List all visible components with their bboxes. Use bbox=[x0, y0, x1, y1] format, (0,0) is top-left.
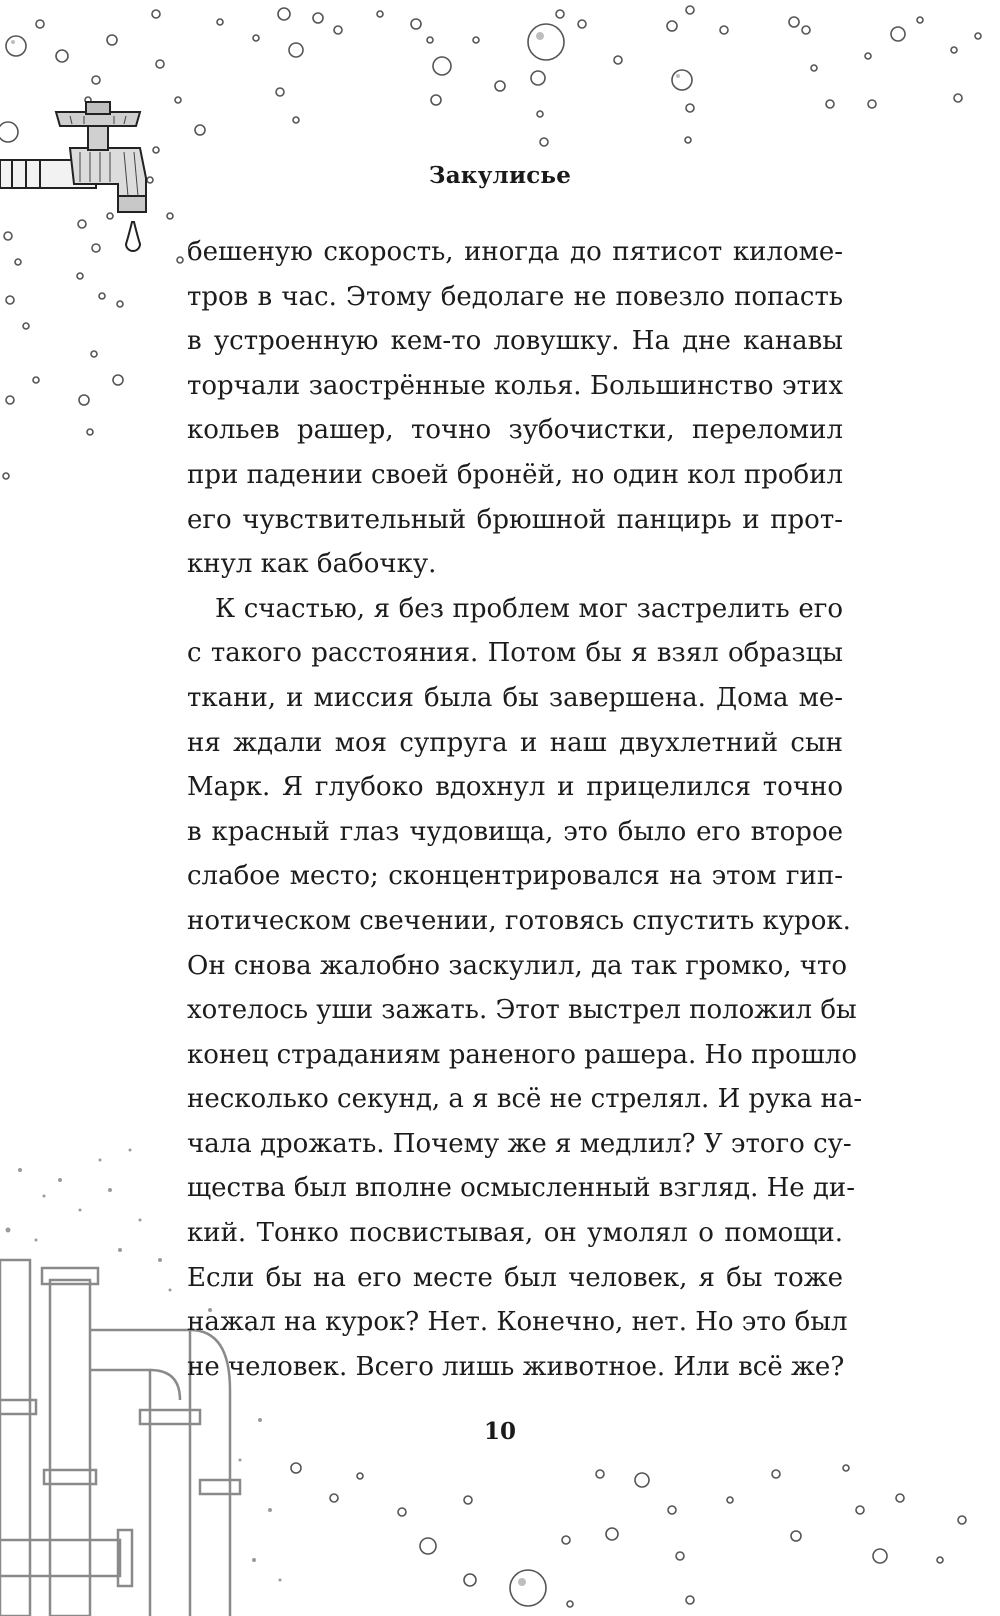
text-line: кнул как бабочку. bbox=[187, 549, 437, 580]
text-line: Если бы на его месте был человек, я бы тоже bbox=[187, 1262, 843, 1293]
text-line: торчали заострённые колья. Большинство этих bbox=[187, 370, 843, 401]
text-line: ткани, и миссия была бы завершена. Дома ме- bbox=[187, 682, 843, 713]
text-line: нажал на курок? Нет. Конечно, нет. Но это был bbox=[187, 1307, 848, 1338]
text-line: нотическом свечении, готовясь спустить курок. bbox=[187, 905, 851, 936]
text-line: при падении своей бронёй, но один кол пробил bbox=[187, 459, 844, 490]
text-line: К счастью, я без проблем мог застрелить его bbox=[215, 593, 843, 624]
text-line: Он снова жалобно заскулил, да так громко, что bbox=[187, 950, 848, 981]
text-line: кий. Тонко посвистывая, он умолял о помощи. bbox=[187, 1218, 843, 1249]
text-line: не человек. Всего лишь животное. Или всё же? bbox=[187, 1351, 845, 1382]
text-line: конец страданиям раненого рашера. Но прошло bbox=[187, 1039, 858, 1070]
text-line: несколько секунд, а я всё не стрелял. И рука на- bbox=[187, 1084, 863, 1115]
text-line: бешеную скорость, иногда до пятисот киломе- bbox=[187, 237, 843, 267]
text-line: с такого расстояния. Потом бы я взял образцы bbox=[187, 638, 843, 669]
text-line: тров в час. Этому бедолаге не повезло попасть bbox=[187, 281, 843, 312]
text-line: в красный глаз чудовища, это было его второе bbox=[187, 816, 843, 847]
text-line: слабое место; сконцентрировался на этом гип- bbox=[187, 861, 843, 892]
body-text bbox=[187, 230, 863, 1389]
text-line: ня ждали моя супруга и наш двухлетний сын bbox=[187, 727, 843, 758]
text-line: хотелось уши зажать. Этот выстрел положил бы bbox=[187, 995, 857, 1026]
text-line: Марк. Я глубоко вдохнул и прицелился точно bbox=[187, 772, 843, 803]
paragraph bbox=[187, 587, 863, 1390]
page-number: 10 bbox=[483, 1418, 516, 1445]
text-line: его чувствительный брюшной панцирь и прот- bbox=[187, 504, 843, 535]
text-line: чала дрожать. Почему же я медлил? У этого су- bbox=[187, 1128, 852, 1159]
text-line: в устроенную кем-то ловушку. На дне канавы bbox=[187, 326, 843, 357]
text-line: кольев рашер, точно зубочистки, переломил bbox=[187, 415, 843, 446]
text-line: щества был вполне осмысленный взгляд. Не ди- bbox=[187, 1173, 856, 1204]
running-header: Закулисье bbox=[428, 162, 572, 189]
paragraph bbox=[187, 230, 843, 587]
